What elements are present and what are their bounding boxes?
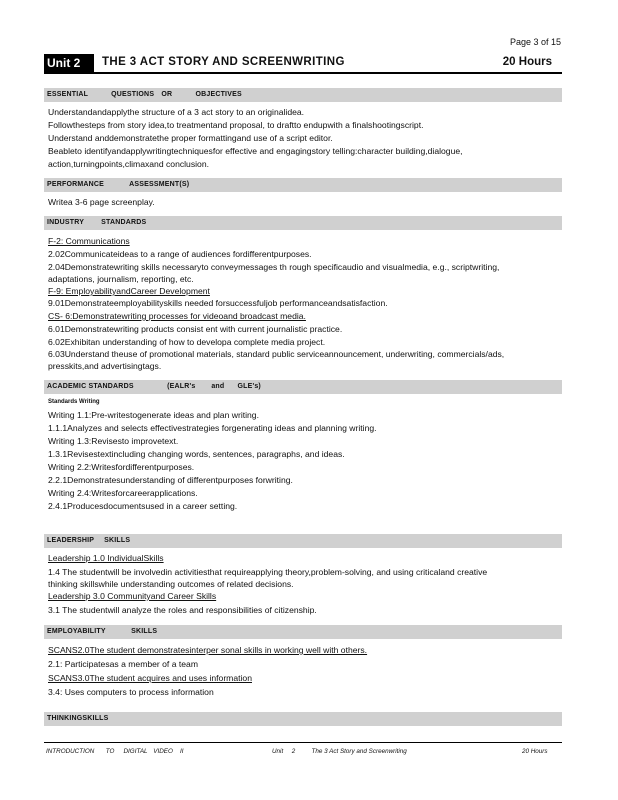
header-word: PERFORMANCE [47,181,105,188]
header-word: THINKINGSKILLS [47,715,109,722]
text-line: 3.1 The studentwill analyze the roles and responsibilities of citizenship. [48,605,317,615]
footer-rule [44,742,562,743]
text-line: 2.4.1Producesdocumentsused in a career setting. [48,501,238,511]
section-header-performance [44,178,562,192]
footer-word: INTRODUCTION [46,748,95,755]
footer-word: TO [105,748,115,755]
text-line: 1.1.1Analyzes and selects effectivestrategies forgenerating ideas and planning writing. [48,423,377,433]
text-line: 9.01Demonstrateemployabilityskills needed forsuccessfuljob performanceandsatisfaction. [48,298,388,308]
text-line: 6.01Demonstratewriting products consist ent with current journalistic practice. [48,324,343,334]
text-line: Understandandapplythe structure of a 3 act story to an originalidea. [48,107,305,117]
unit-hours: 20 Hours [502,56,552,68]
footer-unit [272,748,407,755]
text-line: SCANS3.0The student acquires and uses information [48,673,252,683]
text-line: Writing 2.2:Writesfordifferentpurposes. [48,462,195,472]
text-line: 2.2.1Demonstratesunderstanding of differentpurposes forwriting. [48,475,293,485]
text-line: thinking skillswhile understanding outcomes of related decisions. [48,579,294,589]
text-line: F-9: EmployabilityandCareer Development [48,286,210,296]
text-line: F-2: Communications [48,236,130,246]
header-word: GLE's) [237,383,261,390]
section-header-essential [44,88,562,102]
section-header-thinking [44,712,562,726]
text-line: 2.1: Participatesas a member of a team [48,659,198,669]
text-line: 1.4 The studentwill be involvedin activitiesthat requireapplying theory,problem-solving, and using criticaland creative [48,567,488,577]
section-header-industry [44,216,562,230]
header-word: SKILLS [104,537,131,544]
header-word: INDUSTRY [47,219,85,226]
section-header-leadership [44,534,562,548]
text-line: 3.4: Uses computers to process information [48,687,214,697]
text-line: action,turningpoints,climaxand conclusion. [48,159,209,169]
footer-word: 2 [291,748,296,755]
unit-header [44,54,562,74]
footer-hours: 20 Hours [522,748,548,755]
text-line: Writing 1.3:Revisesto improvetext. [48,436,179,446]
footer-word: The 3 Act Story and Screenwriting [311,748,407,755]
text-line: CS- 6:Demonstratewriting processes for videoand broadcast media. [48,311,306,321]
unit-title: THE 3 ACT STORY AND SCREENWRITING [102,56,345,68]
header-word: OBJECTIVES [195,91,242,98]
text-line: 2.02Communicateideas to a range of audiences fordifferentpurposes. [48,249,312,259]
footer-word: II [180,748,184,755]
footer-word: Unit [272,748,284,755]
header-word: STANDARDS [101,219,147,226]
header-word: ACADEMIC STANDARDS [47,383,134,390]
header-word: ASSESSMENT(S) [129,181,190,188]
header-word: LEADERSHIP [47,537,95,544]
header-word: QUESTIONS [111,91,155,98]
unit-label: Unit 2 [44,54,94,72]
text-line: 6.03Understand theuse of promotional materials, standard public serviceannouncement, underwriting, commercials/ads, [48,349,505,359]
text-line: 6.02Exhibitan understanding of how to developa complete media project. [48,337,326,347]
section-header-academic [44,380,562,394]
text-line: Writing 2.4:Writesforcareerapplications. [48,488,198,498]
text-line: Leadership 1.0 IndividualSkills [48,553,164,563]
standards-sublabel: Standards Writing [48,399,100,405]
text-line: Writea 3-6 page screenplay. [48,197,155,207]
header-word: (EALR's [167,383,196,390]
text-line: 1.3.1Revisestextincluding changing words, sentences, paragraphs, and ideas. [48,449,345,459]
header-word: OR [161,91,173,98]
section-header-employability [44,625,562,639]
header-word: EMPLOYABILITY [47,628,106,635]
text-line: 2.04Demonstratewriting skills necessaryto conveymessages th rough specificaudio and visualmedia, e.g., scriptwriting, [48,262,500,272]
header-word: SKILLS [131,628,158,635]
page-number: Page 3 of 15 [510,37,562,47]
text-line: Followthesteps from story idea,to treatmentand proposal, to draftto endupwith a finalshootingscript. [48,120,424,130]
footer-course [46,748,184,755]
footer-word: DIGITAL [123,748,148,755]
header-word: ESSENTIAL [47,91,89,98]
footer-word: VIDEO [153,748,173,755]
text-line: Leadership 3.0 Communityand Career Skills [48,591,217,601]
text-line: Writing 1.1:Pre-writestogenerate ideas and plan writing. [48,410,259,420]
text-line: Understand anddemonstratethe proper formattingand use of a script editor. [48,133,333,143]
text-line: SCANS2.0The student demonstratesinterper sonal skills in working well with others. [48,645,368,655]
text-line: adaptations, journalism, reporting, etc. [48,274,194,284]
text-line: Beableto identifyandapplywritingtechniquesfor effective and engagingstory telling:character building,dialogue, [48,146,463,156]
header-word: and [211,383,225,390]
text-line: presskits,and advertisingtags. [48,361,162,371]
